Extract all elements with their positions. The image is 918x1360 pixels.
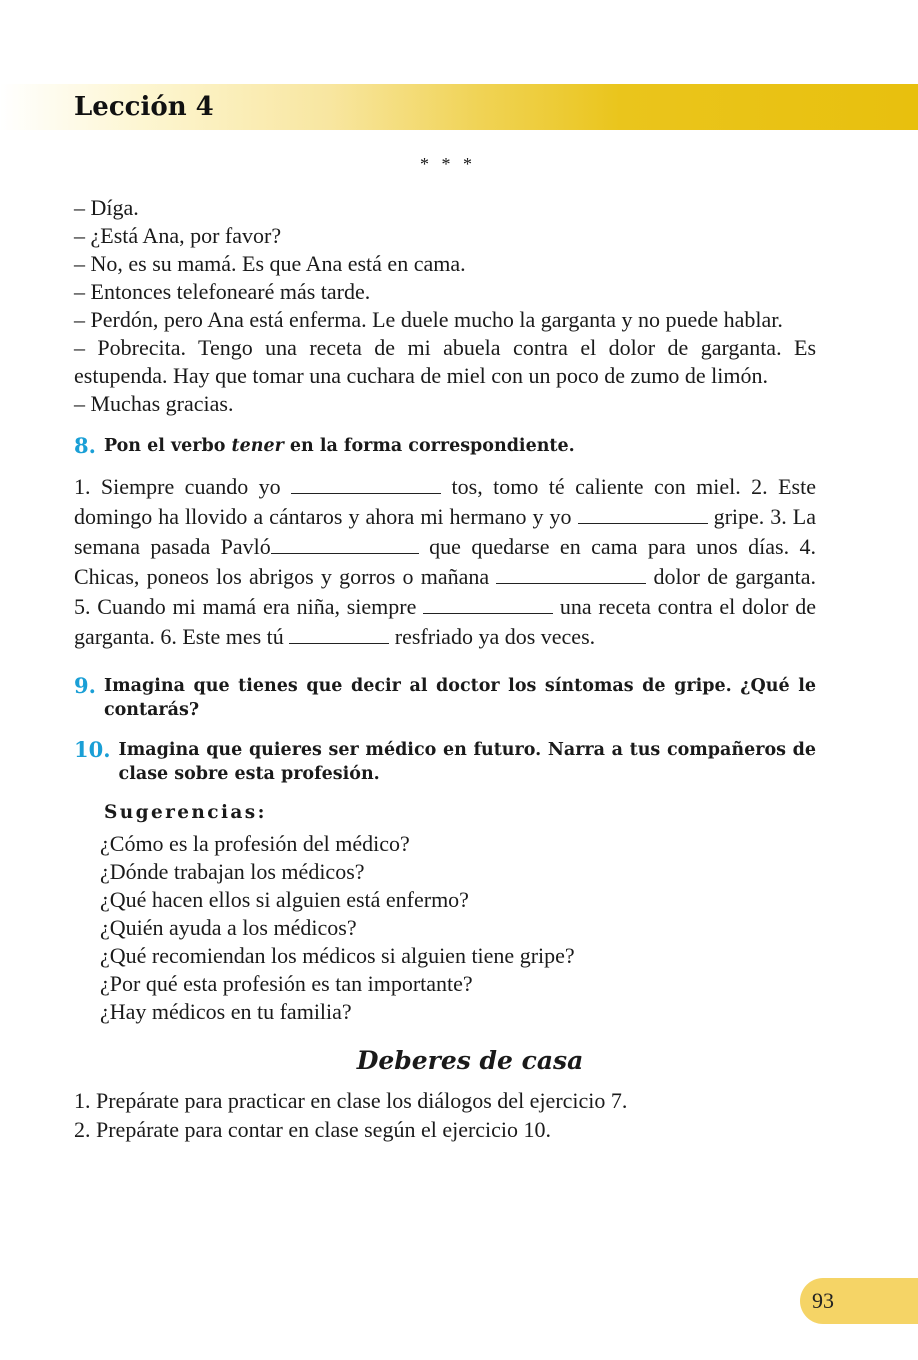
suggestion-item: ¿Dónde trabajan los médicos?: [100, 859, 365, 884]
exercise-text-segment: una receta contra el dolor de garganta. 6. Este mes tú: [74, 594, 816, 649]
answer-blank[interactable]: [291, 473, 441, 494]
dialog-line: – No, es su mamá. Es que Ana está en cama.: [74, 251, 466, 276]
exercise-text-segment: dolor de garganta. 5. Cuando mi mamá era niña, siempre: [74, 564, 816, 619]
section-separator: * * *: [420, 154, 476, 174]
dialog-line: – Pobrecita. Tengo una receta de mi abuela contra el dolor de garganta. Es estupenda. Hay que tomar una cuchara de miel con un poco de zumo de limón.: [74, 335, 816, 388]
suggestion-item: ¿Hay médicos en tu familia?: [100, 999, 352, 1024]
suggestion-item: ¿Qué recomiendan los médicos si alguien tiene gripe?: [100, 943, 575, 968]
exercise-8-heading: [74, 434, 816, 458]
answer-blank[interactable]: [496, 563, 646, 584]
homework-list: [74, 1086, 816, 1144]
dialog-line: – Entonces telefonearé más tarde.: [74, 279, 371, 304]
homework-item: 2. Prepárate para contar en clase según el ejercicio 10.: [74, 1117, 552, 1142]
instruction-text: en la forma correspondiente.: [283, 436, 575, 456]
exercise-instruction: Imagina que tienes que decir al doctor los síntomas de gripe. ¿Qué le contarás?: [103, 676, 816, 720]
phone-dialog: [74, 194, 816, 418]
suggestion-item: ¿Cómo es la profesión del médico?: [100, 831, 410, 856]
answer-blank[interactable]: [423, 593, 553, 614]
exercise-number: 10.: [74, 737, 111, 762]
exercise-instruction: [104, 434, 816, 458]
exercise-9-heading: [74, 674, 816, 722]
page-number: 93: [812, 1288, 834, 1313]
homework-title: Deberes de casa: [356, 1046, 584, 1075]
dialog-line: – Perdón, pero Ana está enferma. Le duele mucho la garganta y no puede hablar.: [74, 307, 783, 332]
homework-item: 1. Prepárate para practicar en clase los diálogos del ejercicio 7.: [74, 1088, 628, 1113]
exercise-text-segment: que quedarse en cama para unos días. 4. Chicas, poneos los abrigos y gorros o mañana: [74, 534, 817, 589]
instruction-text: Pon el verbo: [103, 436, 232, 456]
dialog-line: – Muchas gracias.: [74, 391, 234, 416]
dialog-line: – Díga.: [74, 195, 139, 220]
exercise-text-segment: tos, tomo té caliente con miel. 2. Este domingo ha llovido a cántaros y ahora mi hermano y yo: [74, 474, 816, 529]
lesson-title: Lección 4: [74, 92, 214, 122]
exercise-instruction: Imagina que quieres ser médico en futuro. Narra a tus compañeros de clase sobre esta profesión.: [118, 740, 816, 784]
suggestion-item: ¿Qué hacen ellos si alguien está enfermo?: [100, 887, 469, 912]
suggestion-item: ¿Quién ayuda a los médicos?: [100, 915, 357, 940]
exercise-number: 9.: [74, 673, 96, 698]
exercise-number: 8.: [74, 433, 96, 458]
page-content: [74, 152, 816, 1144]
dialog-line: – ¿Está Ana, por favor?: [74, 223, 282, 248]
suggestions-title: Sugerencias:: [104, 802, 267, 823]
suggestions-list: [100, 830, 816, 1026]
exercise-text-segment: 1. Siempre cuando yo: [74, 474, 292, 499]
answer-blank[interactable]: [271, 533, 419, 554]
exercise-8-fill-in-text: [74, 472, 816, 652]
exercise-text-segment: gripe. 3. La semana pasada Pavló: [74, 504, 817, 559]
instruction-verb: tener: [231, 436, 284, 456]
answer-blank[interactable]: [289, 623, 389, 644]
suggestion-item: ¿Por qué esta profesión es tan importante?: [100, 971, 473, 996]
answer-blank[interactable]: [578, 503, 708, 524]
exercise-10-heading: [74, 738, 816, 786]
exercise-text-segment: resfriado ya dos veces.: [389, 624, 596, 649]
